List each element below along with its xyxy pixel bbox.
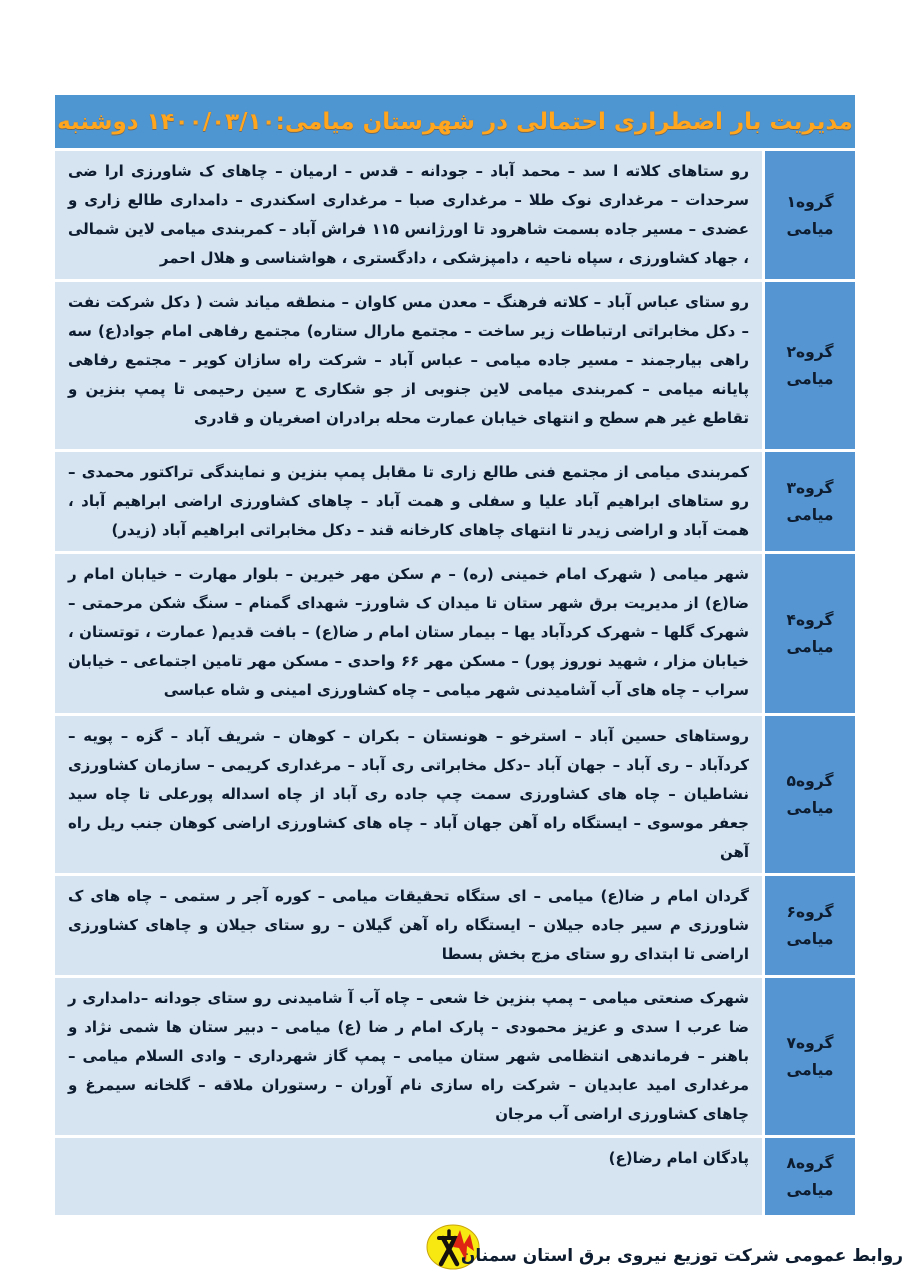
group-number: گروه۷ bbox=[786, 1034, 834, 1052]
row-description: گردان امام ر ضا(ع) میامی – ای ستگاه تحقیقات میامی – کوره آجر ر ستمی – چاه های ک شاورزی م سیر جاده جیلان – ایستگاه راه آهن گیلان – رو ستای جیلان و چاهای کشاورزی اراضی تا ابتدای رو ستای مزج بخش بسطا bbox=[55, 876, 762, 975]
group-number: گروه۱ bbox=[786, 192, 834, 211]
group-area: میامی bbox=[786, 370, 834, 388]
document-title-bar bbox=[55, 95, 855, 148]
table-row bbox=[55, 452, 855, 551]
group-area: میامی bbox=[786, 219, 834, 238]
row-description: روستاهای حسین آباد – استرخو – هونستان – بکران – کوهان – شریف آباد – گزه – پویه – کردآباد – ری آباد – جهان آباد –دکل مخابراتی ری آباد – مرغداری کریمی – سازمان کشاورزی نشاطیان – چاه های کشاورزی سمت چپ جاده ری آباد از چاه اسداله پورعلی تا چاه سید جعفر موسوی – ایستگاه راه آهن جهان آباد – چاه های کشاورزی اراضی کوهان جنب ریل راه آهن bbox=[55, 716, 762, 873]
group-number: گروه۶ bbox=[786, 903, 834, 921]
row-description: شهرک صنعتی میامی – پمپ بنزین خا شعی – چاه آب آ شامیدنی رو ستای جودانه –دامداری ر ضا عرب ا سدی و عزیز محمودی – پارک امام ر ضا (ع) میامی – دبیر ستان ها شمی نژاد و باهنر – فرماندهی انتظامی شهر ستان میامی – پمپ گاز شهرداری – وادی السلام میامی – مرغداری امید عابدیان – شرکت راه سازی نام آوران – رستوران ملاقه – گلخانه سیمرغ و چاهای کشاورزی اراضی آب مرجان bbox=[55, 978, 762, 1135]
outage-table bbox=[55, 151, 855, 1215]
group-number: گروه۳ bbox=[786, 479, 834, 497]
table-row bbox=[55, 282, 855, 449]
table-row bbox=[55, 554, 855, 713]
group-label-cell bbox=[765, 151, 855, 279]
row-description: کمربندی میامی از مجتمع فنی طالع زاری تا مقابل پمپ بنزین و نمایندگی تراکتور محمدی – رو ستاهای ابراهیم آباد علیا و سفلی و همت آباد – چاهای کشاورزی اراضی ابراهیم آباد ، همت آباد و اراضی زیدر تا انتهای چاهای کارخانه قند – دکل مخابراتی ابراهیم آباد (زیدر) bbox=[55, 452, 762, 551]
outage-document bbox=[55, 95, 855, 1215]
document-title: مدیریت بار اضطراری احتمالی در شهرستان میامی:۱۴۰۰/۰۳/۱۰ دوشنبه bbox=[57, 108, 853, 135]
group-label-cell bbox=[765, 1138, 855, 1215]
group-area: میامی bbox=[786, 1181, 834, 1199]
table-row bbox=[55, 876, 855, 975]
group-area: میامی bbox=[786, 930, 834, 948]
group-number: گروه۵ bbox=[786, 772, 834, 790]
group-area: میامی bbox=[786, 638, 834, 656]
group-label-cell bbox=[765, 978, 855, 1135]
group-number: گروه۸ bbox=[786, 1154, 834, 1172]
table-row bbox=[55, 1138, 855, 1215]
table-row bbox=[55, 151, 855, 279]
row-description: پادگان امام رضا(ع) bbox=[55, 1138, 762, 1215]
group-number: گروه۲ bbox=[786, 343, 834, 361]
group-number: گروه۴ bbox=[786, 611, 834, 629]
table-row bbox=[55, 716, 855, 873]
group-label-cell bbox=[765, 876, 855, 975]
group-label-cell bbox=[765, 282, 855, 449]
group-area: میامی bbox=[786, 799, 834, 817]
row-description: شهر میامی ( شهرک امام خمینی (ره) – م سکن مهر خیرین – بلوار مهارت – خیابان امام ر ضا(ع) از مدیریت برق شهر ستان تا میدان ک شاورز– شهدای گمنام – سنگ شکن مرحمتی – شهرک گلها – شهرک کردآباد یها – بیمار ستان امام ر ضا(ع) – بافت قدیم( عمارت ، توتستان ، خیابان مزار ، شهید نوروز پور) – مسکن مهر ۶۶ واحدی – مسکن مهر تامین اجتماعی – خیابان سراب – چاه های آب آشامیدنی شهر میامی – چاه کشاورزی امینی و شاه عباسی bbox=[55, 554, 762, 713]
group-label-cell bbox=[765, 716, 855, 873]
row-description: رو ستاهای کلاته ا سد – محمد آباد – جودانه – قدس – ارمیان – چاهای ک شاورزی ارا ضی سرحدات – مرغداری نوک طلا – مرغداری صبا – مرغداری اسکندری – دامداری طالع زاری و عضدی – مسیر جاده بسمت شاهرود تا اورژانس ۱۱۵ فراش آباد – کمربندی میامی لاین شمالی ، جهاد کشاورزی ، سپاه ناحیه ، دامپزشکی ، دادگستری ، هواشناسی و هلال احمر bbox=[55, 151, 762, 279]
group-label-cell bbox=[765, 452, 855, 551]
group-label-cell bbox=[765, 554, 855, 713]
table-row bbox=[55, 978, 855, 1135]
group-area: میامی bbox=[786, 506, 834, 524]
row-description: رو ستای عباس آباد – کلاته فرهنگ – معدن مس کاوان – منطقه میاند شت ( دکل شرکت نفت – دکل مخابراتی ارتباطات زیر ساخت – مجتمع مارال ستاره) مجتمع رفاهی امام جواد(ع) سه راهی بیارجمند – مسیر جاده میامی – عباس آباد – شرکت راه سازان کویر – مجتمع رفاهی پایانه میامی – کمربندی میامی لاین جنوبی از جو شکاری ح سین رحیمی تا پمپ بنزین و تقاطع غیر هم سطح و انتهای خیابان عمارت محله برادران اصغریان و قادری bbox=[55, 282, 762, 449]
footer-credit: روابط عمومی شرکت توزیع نیروی برق استان سمنان bbox=[460, 1246, 903, 1266]
group-area: میامی bbox=[786, 1061, 834, 1079]
